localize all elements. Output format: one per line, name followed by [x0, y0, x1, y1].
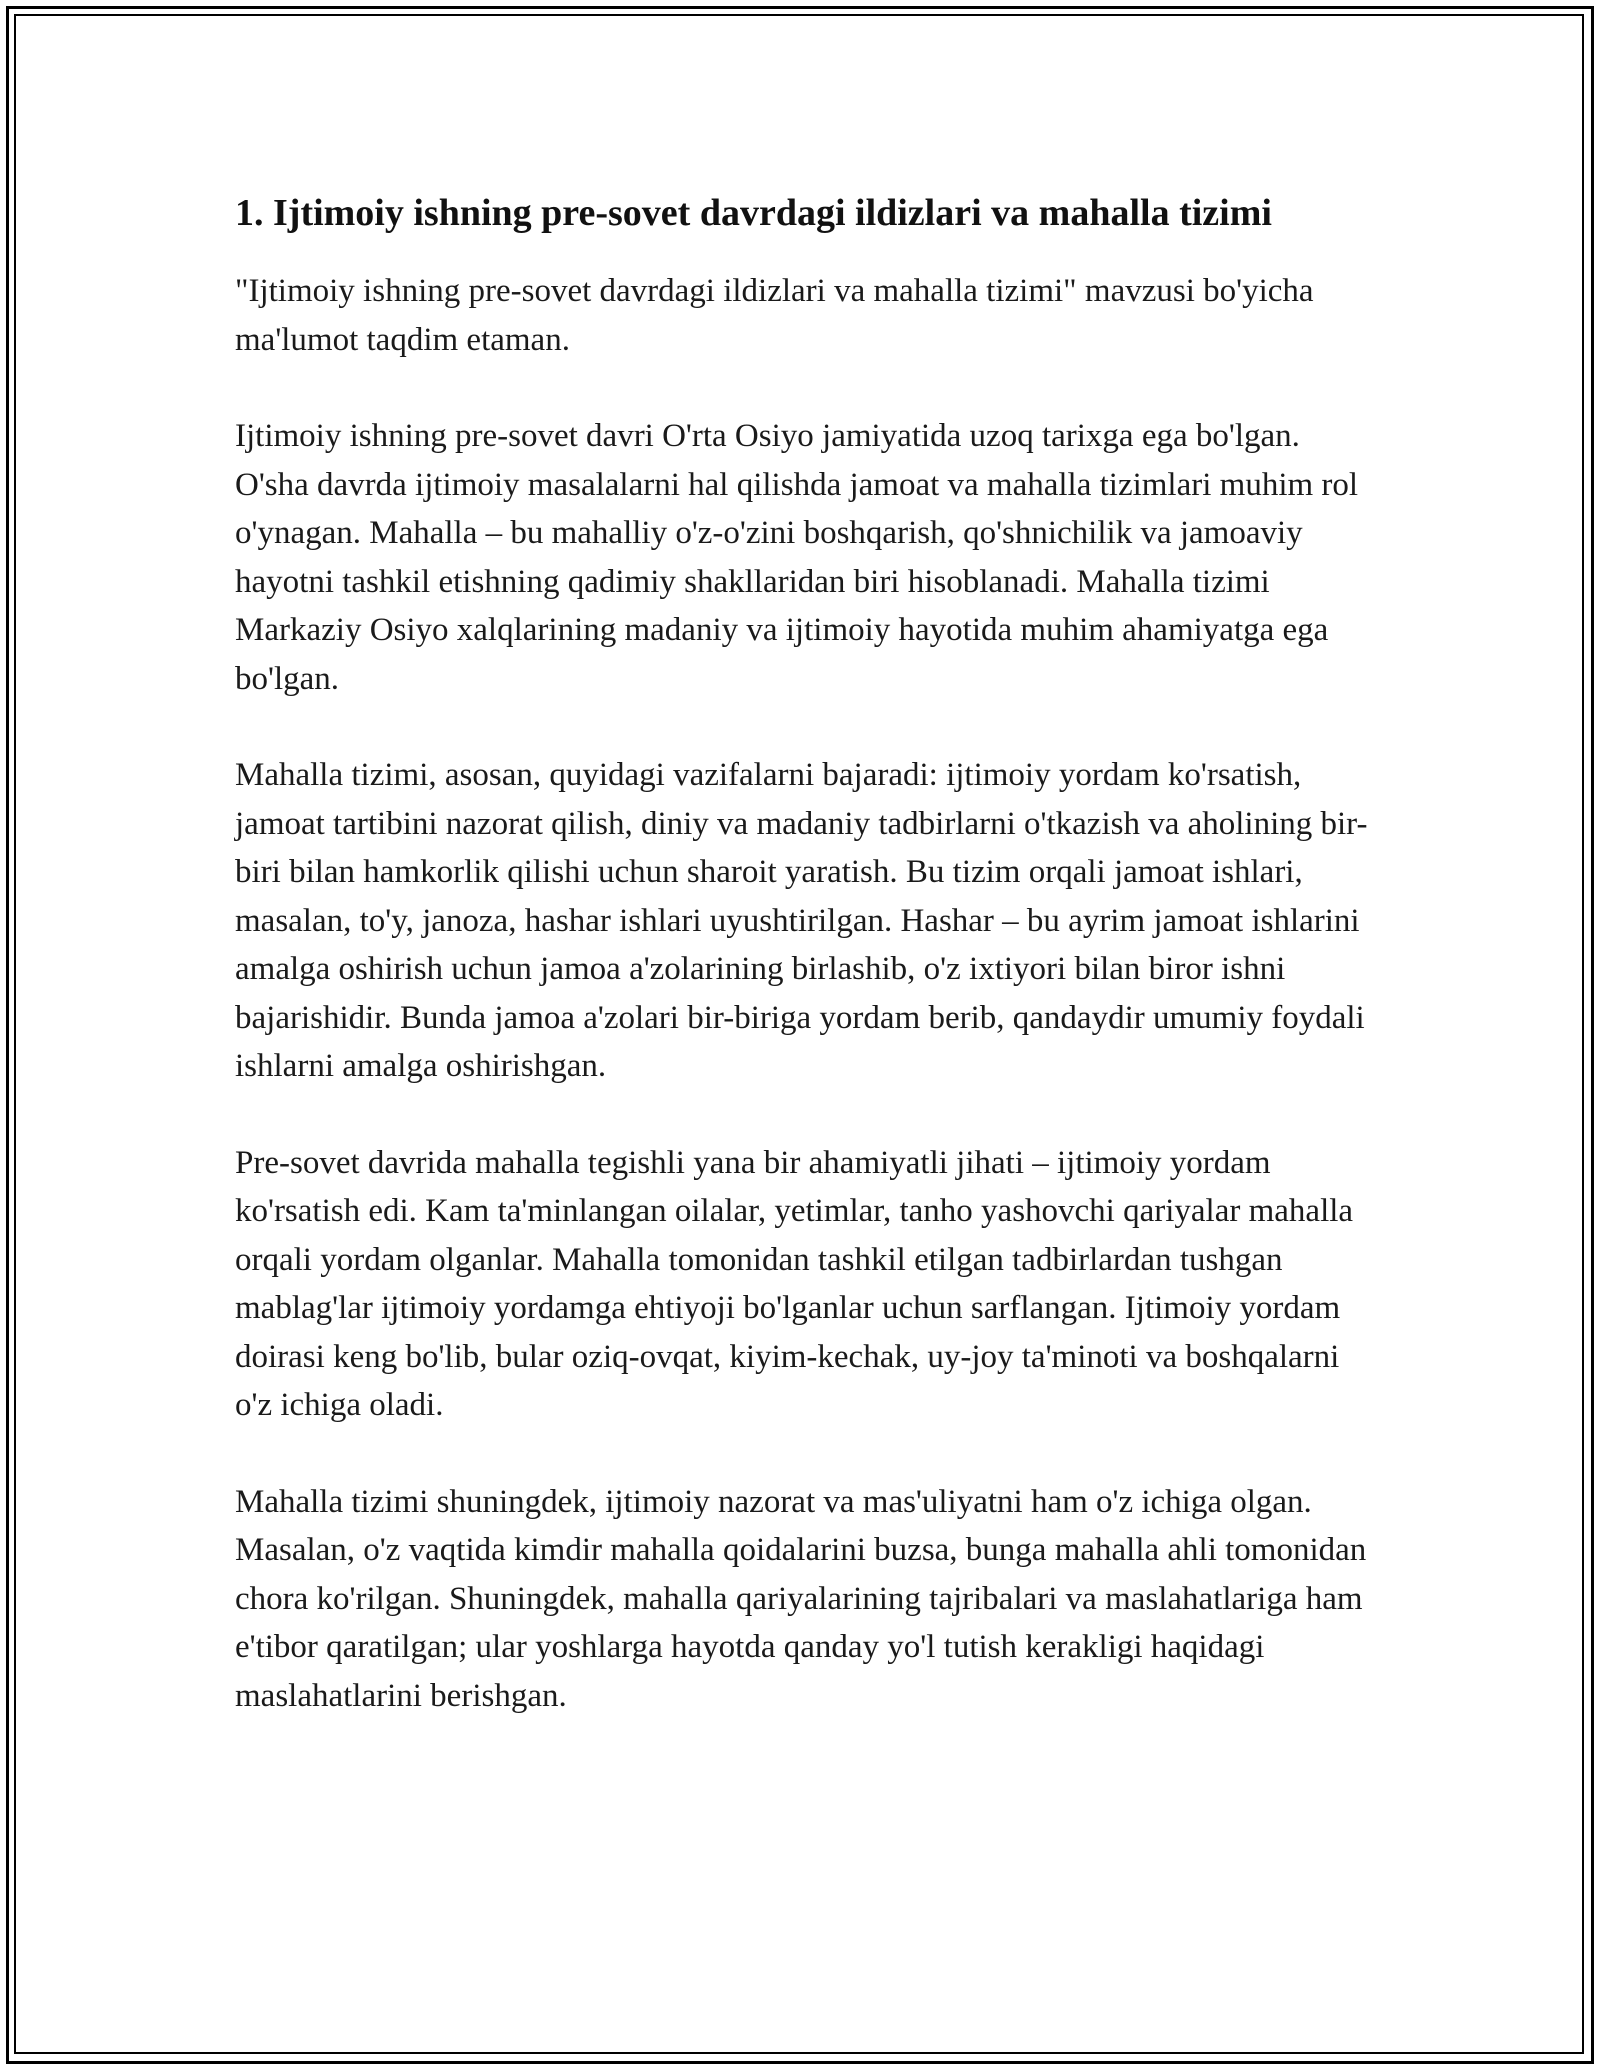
paragraph-functions: Mahalla tizimi, asosan, quyidagi vazifalarni bajaradi: ijtimoiy yordam ko'rsatish, jamoat tartibini nazorat qilish, diniy va madaniy tadbirlarni o'tkazish va aholining bir-biri bilan hamkorlik qilishi uchun sharoit yaratish. Bu tizim orqali jamoat ishlari, masalan, to'y, janoza, hashar ishlari uyushtirilgan. Hashar – bu ayrim jamoat ishlarini amalga oshirish uchun jamoa a'zolarining birlashib, o'z ixtiyori bilan biror ishni bajarishidir. Bunda jamoa a'zolari bir-biriga yordam berib, qandaydir umumiy foydali ishlarni amalga oshirishgan.	[235, 757, 1368, 1084]
paragraph-intro: "Ijtimoiy ishning pre-sovet davrdagi ildizlari va mahalla tizimi" mavzusi bo'yicha ma'lumot taqdim etaman.	[235, 273, 1314, 358]
section-heading: 1. Ijtimoiy ishning pre-sovet davrdagi ildizlari va mahalla tizimi	[235, 192, 1272, 234]
paragraph-history: Ijtimoiy ishning pre-sovet davri O'rta Osiyo jamiyatida uzoq tarixga ega bo'lgan. O'sha davrda ijtimoiy masalalarni hal qilishda jamoat va mahalla tizimlari muhim rol o'ynagan. Mahalla – bu mahalliy o'z-o'zini boshqarish, qo'shnichilik va jamoaviy hayotni tashkil etishning qadimiy shakllaridan biri hisoblanadi. Mahalla tizimi Markaziy Osiyo xalqlarining madaniy va ijtimoiy hayotida muhim ahamiyatga ega bo'lgan.	[235, 418, 1359, 697]
document-body	[235, 186, 1375, 1768]
paragraph-social-aid: Pre-sovet davrida mahalla tegishli yana bir ahamiyatli jihati – ijtimoiy yordam ko'rsatish edi. Kam ta'minlangan oilalar, yetimlar, tanho yashovchi qariyalar mahalla orqali yordam olganlar. Mahalla tomonidan tashkil etilgan tadbirlardan tushgan mablag'lar ijtimoiy yordamga ehtiyoji bo'lganlar uchun sarflangan. Ijtimoiy yordam doirasi keng bo'lib, bular oziq-ovqat, kiyim-kechak, uy-joy ta'minoti va boshqalarni o'z ichiga oladi.	[235, 1144, 1354, 1423]
paragraph-social-control: Mahalla tizimi shuningdek, ijtimoiy nazorat va mas'uliyatni ham o'z ichiga olgan. Masalan, o'z vaqtida kimdir mahalla qoidalarini buzsa, bunga mahalla ahli tomonidan chora ko'rilgan. Shuningdek, mahalla qariyalarining tajribalari va maslahatlariga ham e'tibor qaratilgan; ular yoshlarga hayotda qanday yo'l tutish kerakligi haqidagi maslahatlarini berishgan.	[235, 1483, 1367, 1714]
